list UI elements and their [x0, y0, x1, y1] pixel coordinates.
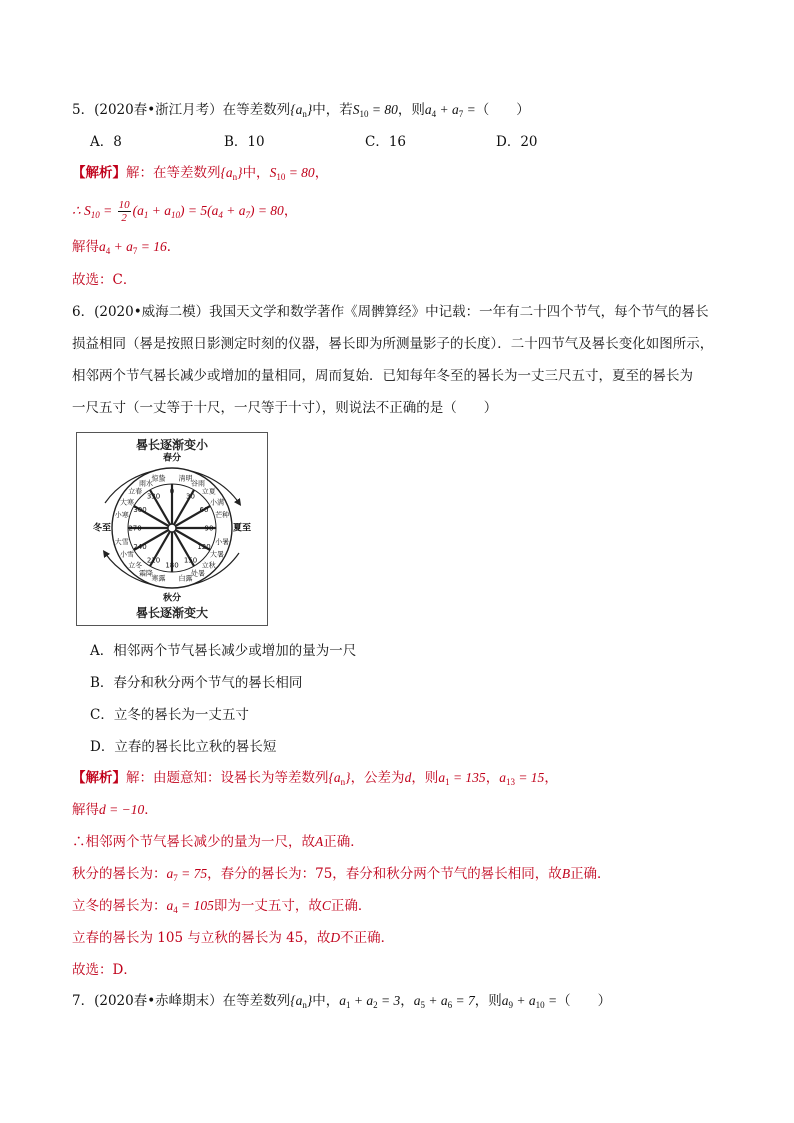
q6-stem-line1: 6．(2020•威海二模）我国天文学和数学著作《周髀算经》中记载：一年有二十四个节气，每个节气的晷长	[72, 304, 709, 320]
gnomon-value: 150	[183, 556, 198, 565]
solar-term-label: 寒露	[151, 574, 166, 583]
solar-term-label: 雨水	[139, 479, 153, 488]
gnomon-value: 330	[146, 492, 161, 501]
solar-term-label: 夏至	[232, 523, 252, 534]
q5-option-d: D．20	[496, 134, 538, 150]
hub	[168, 524, 176, 532]
solar-term-label: 白露	[178, 574, 193, 583]
q7-target: $a_9 + a_{10}$ =	[501, 993, 558, 1010]
q6-step3: ∴相邻两个节气晷长减少的量为一尺，故A正确．	[72, 834, 364, 850]
solar-term-label: 清明	[178, 474, 193, 483]
q5-option-b: B．10	[224, 134, 265, 150]
gnomon-value: 180	[165, 561, 179, 570]
gnomon-value: 210	[146, 556, 161, 565]
solar-term-label: 立秋	[201, 561, 216, 570]
q6-jiexi: 【解析】解：由题意知：设晷长为等差数列$\{a_n\}$，公差为d，则$a_1 = 135$，$a_{13} = 15$，	[72, 770, 558, 787]
q7-cond2: $a_5 + a_6 = 7$	[413, 993, 475, 1010]
seq-notation: $\{a_n\}$	[290, 102, 313, 119]
solar-term-label: 春分	[162, 453, 182, 464]
s10-condition: $S_{10} = 80$	[352, 102, 398, 119]
q6-answer: 故选：D．	[72, 962, 137, 978]
solar-term-label: 小雪	[120, 550, 134, 559]
solar-term-label: 霜降	[139, 569, 153, 578]
q6-option-a: A．相邻两个节气晷长减少或增加的量为一尺	[90, 643, 357, 659]
gnomon-value: 270	[128, 524, 142, 533]
solar-term-label: 秋分	[162, 593, 182, 604]
q6-stem-line3: 相邻两个节气晷长减少或增加的量相同，周而复始．已知每年冬至的晷长为一丈三尺五寸，夏至的晷长为	[72, 368, 693, 384]
q5-option-a: A．8	[90, 134, 122, 150]
q7-stem: 7．(2020春•赤峰期末）在等差数列$\{a_n\}$中，$a_1 + a_2 = 3$，$a_5 + a_6 = 7$，则$a_9 + a_{10}$ =（ ）	[72, 993, 612, 1010]
gnomon-value: 120	[197, 543, 211, 551]
q6-step2: 解得d = −10．	[72, 802, 158, 818]
solar-term-label: 惊蛰	[151, 474, 166, 483]
bottom-title: 晷长逐渐变大	[135, 606, 209, 620]
solar-term-label: 芒种	[215, 511, 230, 519]
q7-cond1: $a_1 + a_2 = 3$	[339, 993, 401, 1010]
solar-term-label: 小暑	[215, 538, 230, 546]
q5-solve: 解得$a_4 + a_7 = 16$．	[72, 239, 181, 256]
solar-term-label: 立春	[128, 487, 143, 496]
q5-option-c: C．16	[365, 134, 407, 150]
gnomon-value: 30	[186, 492, 195, 501]
q5-stem: 5．(2020春•浙江月考）在等差数列$\{a_n\}$中，若$S_{10} = 80$，则$a_4 + a_7$ =（ ）	[72, 102, 530, 119]
fraction: $\frac{10}{2}$	[118, 199, 130, 224]
solar-term-label: 处暑	[191, 569, 205, 578]
q6-stem-line2: 损益相同（晷是按照日影测定时刻的仪器，晷长即为所测量影子的长度）．二十四节气及晷长变化如图所示，	[72, 336, 714, 352]
gnomon-value: 0	[169, 487, 175, 496]
q5-step1: ∴ $S_{10}$ = $\frac{10}{2}$ $(a_1 + a_{10}) = 5(a_4 + a_7) = 80$，	[72, 199, 298, 224]
q6-stem-line4: 一尺五寸（一丈等于十尺，一尺等于十寸），则说法不正确的是（ ）	[72, 400, 498, 416]
solar-terms-figure	[76, 432, 268, 626]
q6-option-d: D．立春的晷长比立秋的晷长短	[90, 739, 277, 755]
q6-step4: 秋分的晷长为：$a_7 = 75$，春分的晷长为：75，春分和秋分两个节气的晷长相同，故B正确．	[72, 866, 611, 883]
gnomon-value: 240	[133, 543, 147, 551]
solar-term-label: 大雪	[114, 538, 129, 546]
top-title: 晷长逐渐变小	[135, 438, 209, 452]
solar-term-label: 立冬	[128, 561, 143, 570]
gnomon-value: 300	[133, 506, 147, 514]
solar-term-label: 立夏	[201, 487, 216, 496]
q6-step5: 立冬的晷长为：$a_4 = 105$即为一丈五寸，故C正确．	[72, 898, 372, 915]
solar-term-label: 大寒	[120, 498, 134, 507]
solar-term-label: 大暑	[210, 550, 224, 559]
solar-term-label: 谷雨	[191, 479, 205, 488]
jiexi-tag: 【解析】	[72, 165, 126, 181]
q6-step6: 立春的晷长为 105 与立秋的晷长为 45，故D不正确．	[72, 930, 395, 946]
q5-stem-text: 5．(2020春•浙江月考）在等差数列	[72, 102, 291, 118]
gnomon-value: 90	[204, 524, 214, 533]
q6-option-c: C．立冬的晷长为一丈五寸	[90, 707, 249, 723]
solar-term-label: 冬至	[92, 523, 112, 534]
a4-plus-a7: $a_4 + a_7$ =	[424, 102, 476, 119]
solar-term-label: 小满	[210, 498, 224, 507]
solar-terms-wheel	[77, 433, 267, 625]
q5-answer: 故选：C．	[72, 272, 137, 288]
solar-term-label: 小寒	[114, 511, 129, 519]
q5-jiexi: 【解析】解：在等差数列$\{a_n\}$中，$S_{10} = 80$，	[72, 165, 329, 182]
q6-option-b: B．春分和秋分两个节气的晷长相同	[90, 675, 303, 691]
gnomon-value: 60	[199, 506, 209, 514]
